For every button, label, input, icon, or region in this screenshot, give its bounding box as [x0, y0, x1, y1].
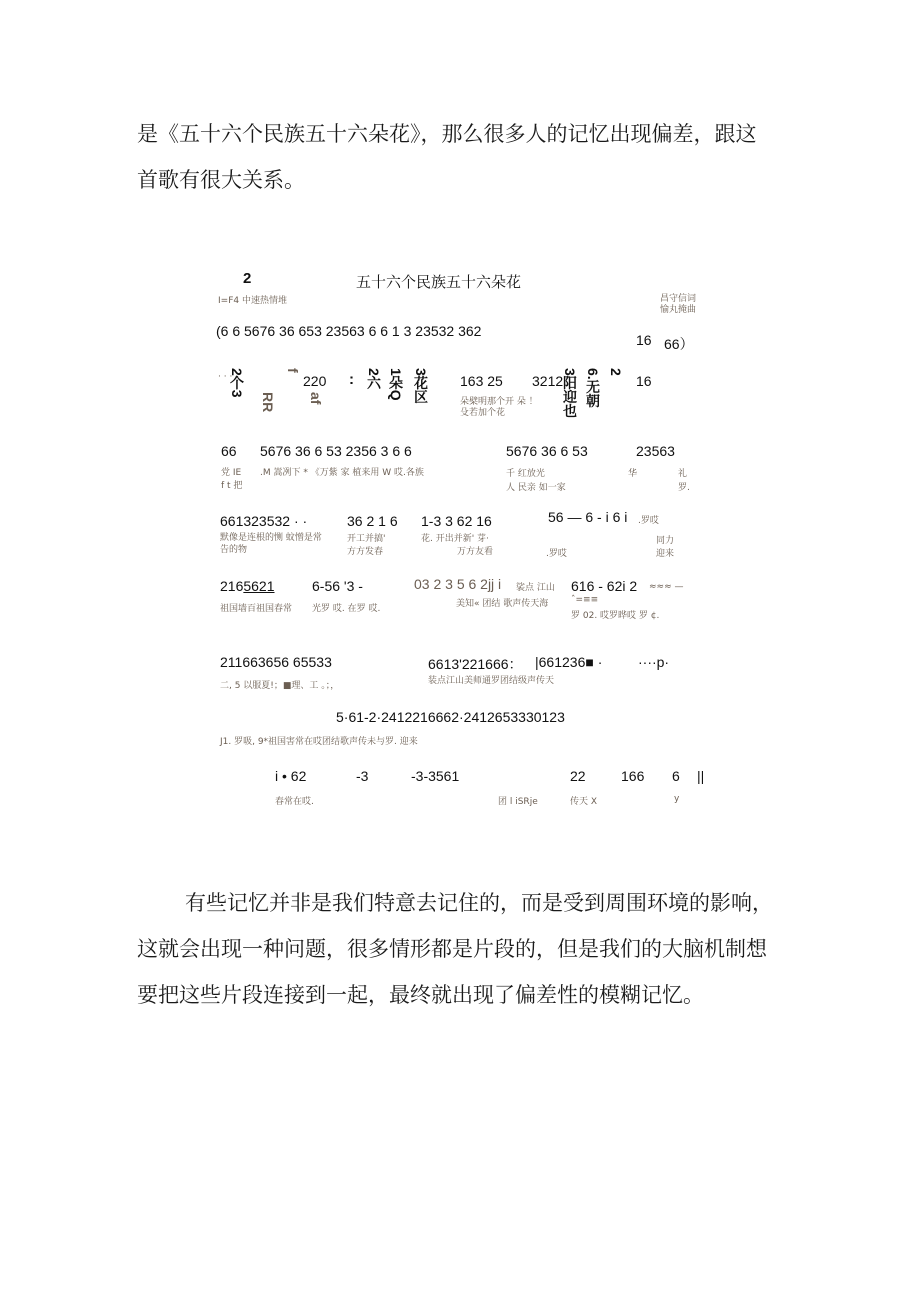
lyric-text: 同力	[656, 536, 675, 546]
notation-fragment: 03 2 3 5 6 2jj i	[414, 576, 502, 592]
vertical-notation: 3花区	[413, 368, 429, 404]
lyric-text: J1. 罗吸, 9*祖国害常在哎团结歌声传未与罗. 迎来	[220, 737, 418, 747]
lyric-text: .罗哎	[638, 516, 659, 526]
vertical-notation: f	[285, 368, 301, 373]
lyric-text: 传天 X	[570, 797, 598, 807]
notation-fragment: 3212	[532, 373, 564, 389]
notation-fragment: :	[349, 371, 354, 388]
lyric-text: 花. 开出并新' 芽·	[421, 534, 489, 544]
vertical-notation: 2六	[366, 368, 382, 390]
notation-fragment: i • 62	[275, 768, 307, 784]
notation-fragment	[220, 578, 275, 594]
notation-fragment: |661236■ ·	[535, 654, 603, 670]
lyric-text: .M 嵩冽下 * 《万紫 家 植来用 W 哎.各族	[260, 468, 424, 478]
lyric-text: 团 l iSRje	[498, 797, 538, 807]
lyric-text: 朵檗明那个开 朵 ！	[460, 397, 538, 407]
notation-fragment: 16	[636, 332, 652, 348]
notation-fragment: 211663656 65533	[220, 654, 332, 670]
lyric-text: 华	[628, 469, 638, 479]
notation-fragment: 36 2 1 6	[347, 513, 398, 529]
song-title: 五十六个民族五十六朵花	[356, 274, 522, 291]
notation-fragment: 56 — 6 - i 6 i	[548, 509, 628, 525]
lyric-text: 默像是连根的恻 蚊憎是常	[220, 533, 322, 543]
notation-fragment: 22	[570, 768, 586, 784]
lyric-text: 装点江山美师通罗团结级声传天	[428, 676, 555, 686]
lyric-text: .罗哎	[546, 549, 567, 559]
lyric-text: 千 红放光	[506, 469, 545, 479]
lyric-text: 二, 5 以服夏!；■理、工 。；，	[220, 681, 340, 691]
notation-fragment: 16	[636, 373, 652, 389]
notation-part: 216	[220, 578, 244, 594]
lyric-text: 殳若加个花	[460, 408, 506, 418]
notation-fragment: 5676 36 6 53	[506, 443, 588, 459]
vertical-notation: 6.无朝	[585, 368, 601, 408]
notation-fragment: 6	[672, 768, 680, 784]
notation-line: (6 6 5676 36 653 23563 6 6 1 3 23532 362	[216, 323, 482, 339]
vertical-notation: 3阳迎也	[562, 368, 578, 418]
paragraph-bottom	[137, 880, 817, 1018]
vertical-notation: 2	[608, 368, 624, 376]
vertical-notation: 1朵Q	[388, 368, 404, 401]
lyric-text: 罗.	[678, 483, 690, 493]
paragraph-line: 是《五十六个民族五十六朵花》，那么很多人的记忆出现偏差，跟这	[137, 122, 757, 146]
notation-fragment: -3-3561	[411, 768, 460, 784]
lyric-text: 迎来	[656, 549, 675, 559]
vertical-notation: 2个3	[229, 368, 245, 398]
lyric-text: f t 把	[221, 481, 243, 491]
lyric-text: 春常在哎.	[275, 797, 314, 807]
notation-fragment: 66	[221, 443, 237, 459]
paragraph-line: 首歌有很大关系。	[137, 168, 305, 192]
lyric-text: 光罗 哎. 在罗 哎.	[312, 604, 381, 614]
notation-fragment: 616 - 62i 2	[571, 578, 638, 594]
notation-part-underlined: 5621	[243, 578, 275, 594]
notation-fragment: 66）	[664, 336, 694, 352]
lyric-text: ≈≈≈ —	[649, 582, 684, 592]
lyric-text: 祖国墙百祖国春常	[220, 604, 293, 614]
lyric-text: 罗 02. 哎罗晔哎 罗 ¢.	[571, 611, 660, 621]
lyric-text: 礼	[678, 469, 688, 479]
notation-fragment: 166	[621, 768, 645, 784]
notation-fragment: 220	[303, 373, 327, 389]
notation-fragment: ····p·	[638, 654, 670, 670]
lyric-text: 告的物	[220, 545, 248, 555]
lyric-text: ˆ=≡≡	[571, 595, 599, 605]
lyric-text: 美知« 团结 歌声传天海	[456, 599, 549, 609]
lyricist-credit: 昌守信词	[660, 294, 697, 304]
page-number: 2	[243, 270, 252, 287]
notation-fragment: 661323532 · ·	[220, 513, 308, 529]
lyric-text: 人 民亲 如一家	[506, 483, 566, 493]
vertical-notation: af	[308, 392, 324, 405]
notation-fragment: 6613'221666：	[428, 656, 523, 672]
notation-fragment: 23563	[636, 443, 675, 459]
small-marks: · · ·	[218, 372, 233, 382]
paragraph-line: 要把这些片段连接到一起，最终就出现了偏差性的模糊记忆。	[137, 983, 704, 1007]
notation-fragment: 163 25	[460, 373, 503, 389]
composer-credit: 愉丸掩曲	[660, 305, 697, 315]
notation-fragment: -3	[356, 768, 369, 784]
lyric-text: 开工并搞'	[347, 534, 386, 544]
lyric-text: 方方发春	[347, 547, 384, 557]
lyric-text: 裟点 江山	[516, 583, 555, 593]
lyric-text: 党 IE	[221, 468, 242, 478]
vertical-notation: RR	[260, 392, 276, 413]
lyric-text: y	[674, 794, 680, 804]
notation-line: 5·61-2·2412216662·2412653330123	[336, 709, 565, 725]
key-tempo: I=F4 中速热情堆	[218, 296, 287, 306]
paragraph-line: 这就会出现一种问题，很多情形都是片段的，但是我们的大脑机制想	[137, 937, 767, 961]
notation-fragment: 6-56 '3 -	[312, 578, 363, 594]
final-barline: ||	[697, 768, 705, 784]
lyric-text: 万方友看	[457, 547, 494, 557]
notation-fragment: 1-3 3 62 16	[421, 513, 492, 529]
paragraph-line: 有些记忆并非是我们特意去记住的，而是受到周围环境的影响，	[185, 891, 773, 915]
notation-fragment: 5676 36 6 53 2356 3 6 6	[260, 443, 412, 459]
